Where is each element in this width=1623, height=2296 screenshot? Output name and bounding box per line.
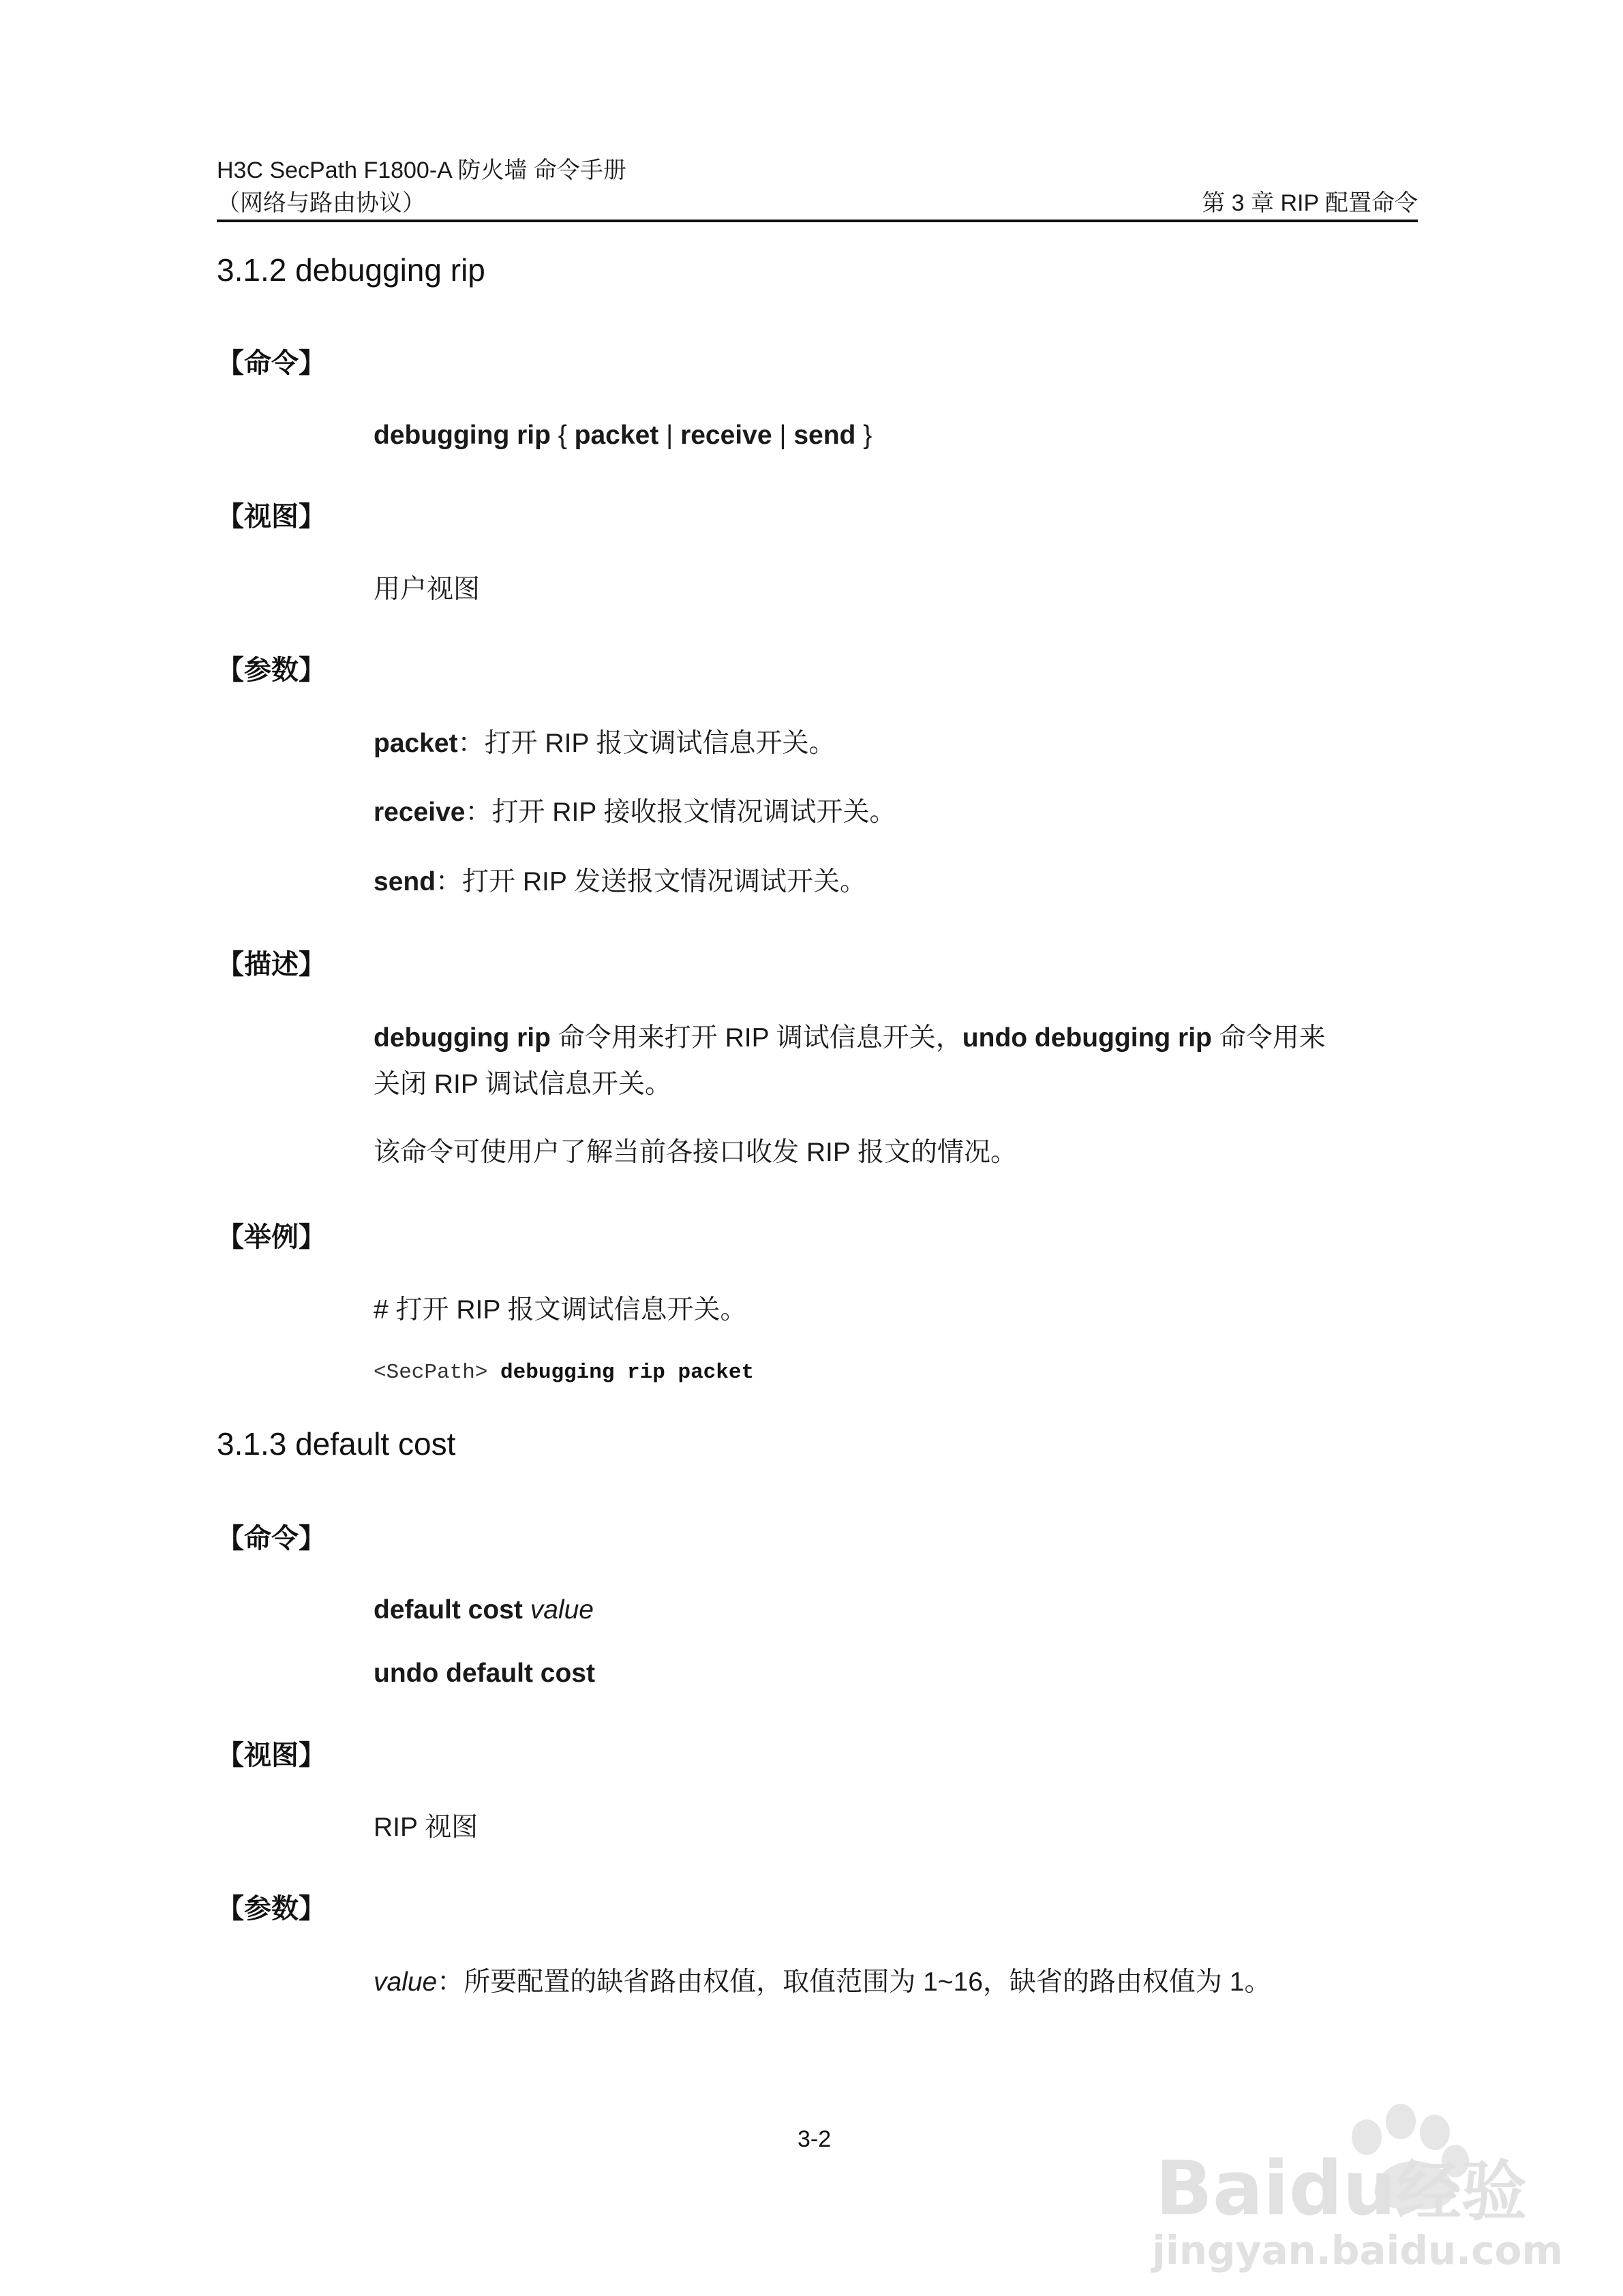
code-prompt: <SecPath>: [374, 1361, 501, 1385]
brace-close: }: [855, 421, 873, 450]
param-packet: [374, 727, 836, 761]
desc-keyword: debugging rip: [374, 1023, 551, 1053]
command-default-cost: [374, 1593, 594, 1627]
watermark-brand-c: 经验: [1395, 2154, 1527, 2230]
param-desc: ：打开 RIP 报文调试信息开关。: [457, 729, 836, 758]
params-label: 【参数】: [217, 655, 326, 685]
option-send: send: [793, 421, 856, 450]
watermark: [1152, 2072, 1561, 2277]
code-command: debugging rip packet: [500, 1361, 755, 1385]
section-heading-default-cost: 3.1.3 default cost: [217, 1426, 456, 1462]
command-syntax: [374, 419, 872, 453]
view-label: 【视图】: [217, 1740, 326, 1770]
watermark-url: jingyan.baidu.com: [1152, 2227, 1563, 2274]
brace-open: {: [550, 421, 575, 450]
header-chapter: 第 3 章 RIP 配置命令: [1202, 190, 1418, 216]
desc-line-1: [374, 1021, 1326, 1055]
header-sub-title: （网络与路由协议）: [217, 190, 425, 216]
param-send: [374, 865, 866, 899]
option-receive: receive: [680, 421, 772, 450]
page-number: 3-2: [798, 2126, 832, 2152]
header-doc-title: H3C SecPath F1800-A 防火墙 命令手册: [217, 157, 626, 183]
header-rule: [217, 220, 1418, 222]
watermark-brand-a: Bai: [1155, 2145, 1289, 2232]
param-name: send: [374, 867, 436, 896]
example-label: 【举例】: [217, 1222, 326, 1252]
param-value: [374, 1965, 1271, 1999]
desc-keyword-undo: undo debugging rip: [962, 1023, 1212, 1053]
command-argument: value: [522, 1595, 594, 1625]
view-label: 【视图】: [217, 502, 326, 532]
desc-label: 【描述】: [217, 950, 326, 980]
desc-paragraph-2: 该命令可使用户了解当前各接口收发 RIP 报文的情况。: [374, 1138, 1017, 1167]
param-desc: ：打开 RIP 发送报文情况调试开关。: [436, 867, 867, 896]
separator: |: [658, 421, 681, 450]
param-desc: ：所要配置的缺省路由权值，取值范围为 1~16，缺省的路由权值为 1。: [437, 1967, 1271, 1997]
watermark-brand: [1155, 2147, 1527, 2233]
command-label: 【命令】: [217, 348, 326, 378]
command-label: 【命令】: [217, 1524, 326, 1554]
params-label: 【参数】: [217, 1894, 326, 1924]
param-name: receive: [374, 798, 466, 827]
section-heading-debugging-rip: 3.1.2 debugging rip: [217, 252, 485, 288]
param-name: packet: [374, 729, 458, 758]
option-packet: packet: [574, 421, 659, 450]
example-comment: # 打开 RIP 报文调试信息开关。: [374, 1295, 747, 1325]
desc-line-2: 关闭 RIP 调试信息开关。: [374, 1070, 671, 1099]
desc-text: 命令用来打开 RIP 调试信息开关，: [550, 1023, 962, 1053]
command-undo-default-cost: undo default cost: [374, 1659, 595, 1688]
command-keyword: debugging rip: [374, 421, 551, 450]
view-text: RIP 视图: [374, 1813, 479, 1842]
desc-text: 命令用来: [1211, 1023, 1326, 1053]
param-receive: [374, 796, 896, 830]
example-code: [374, 1359, 754, 1387]
param-name: value: [374, 1967, 438, 1997]
view-text: 用户视图: [374, 575, 481, 604]
command-keyword: default cost: [374, 1595, 523, 1625]
param-desc: ：打开 RIP 接收报文情况调试开关。: [465, 798, 896, 827]
separator: |: [772, 421, 794, 450]
watermark-brand-b: du: [1288, 2145, 1396, 2232]
